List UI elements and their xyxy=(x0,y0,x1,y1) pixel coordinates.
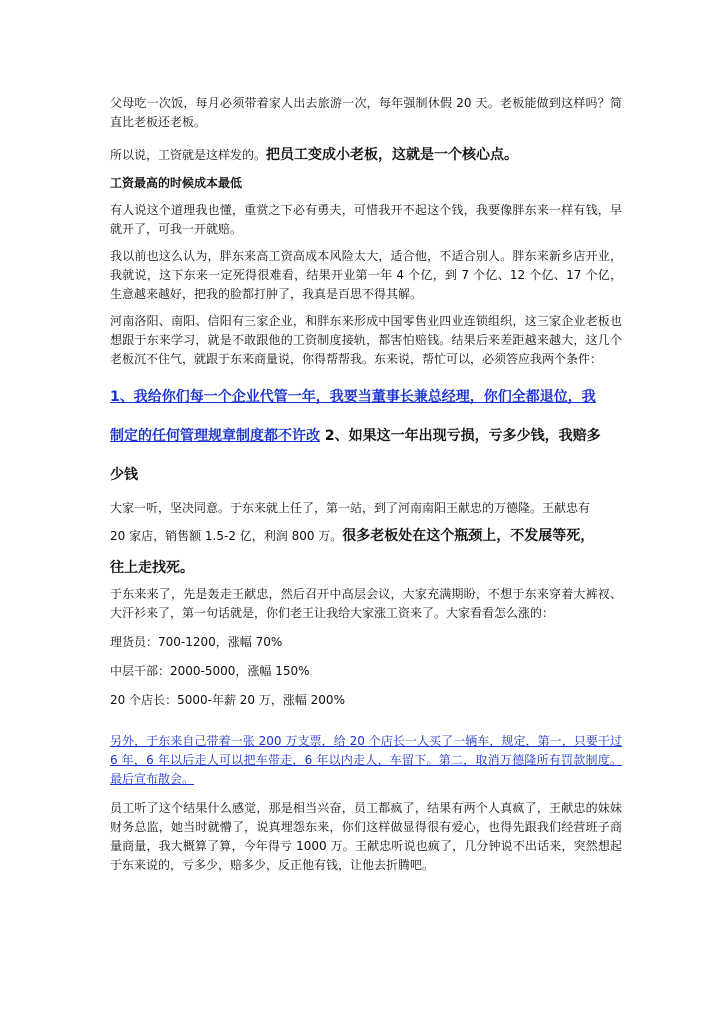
paragraph-2-text: 所以说，工资就是这样发的。 xyxy=(110,148,267,162)
paragraph-9: 员工听了这个结果什么感觉，那是相当兴奋，员工都疯了，结果有两个人真疯了，王献忠的妹妹财务总监，她当时就懵了，说真埋怨东来，你们这样做显得很有爱心，也得先跟我们经营班子商量商量，我大概算了算，今年得亏 1000 万。王献忠听说也疯了，几分钟说不出话来，突然想起于东来说的，亏多少，赔多少，反正他有钱，让他去折腾吧。 xyxy=(110,801,622,872)
paragraph-4: 我以前也这么认为，胖东来高工资高成本风险太大，适合他，不适合别人。胖东来新乡店开业，我就说，这下东来一定死得很难看，结果开业第一年 4 个亿，到 7 个亿、12 个亿、17 个亿，生意越来越好，把我的脸都打肿了，我真是百思不得其解。 xyxy=(110,249,622,301)
condition-line-2 xyxy=(110,417,622,456)
paragraph-2 xyxy=(110,144,622,166)
paragraph-6 xyxy=(110,495,622,585)
paragraph-2-emphasis: 把员工变成小老板，这就是一个核心点。 xyxy=(266,147,519,163)
raise-list xyxy=(110,633,622,710)
paragraph-8[interactable] xyxy=(110,732,622,789)
paragraph-3: 有人说这个道理我也懂，重赏之下必有勇夫，可惜我开不起这个钱，我要像胖东来一样有钱，早就开了，可我一开就赔。 xyxy=(110,203,622,236)
condition-1-link[interactable]: 1、我给你们每一个企业代管一年，我要当董事长兼总经理，你们全都退位，我 xyxy=(110,389,596,405)
condition-line-1[interactable] xyxy=(110,378,622,417)
condition-2-text: 2、如果这一年出现亏损，亏多少钱，我赔多 xyxy=(320,428,601,444)
list-item: 中层干部：2000-5000，涨幅 150% xyxy=(110,664,310,678)
section-heading: 工资最高的时候成本最低 xyxy=(110,176,243,190)
conditions-block xyxy=(110,378,622,495)
condition-1-link-cont[interactable]: 制定的任何管理规章制度都不许改 xyxy=(110,428,320,444)
paragraph-6-text: 20 家店，销售额 1.5-2 亿，利润 800 万。 xyxy=(110,529,343,543)
paragraph-6-line-1: 大家一听，坚决同意。于东来就上任了，第一站，到了河南南阳王献忠的万德隆。王献忠有 xyxy=(110,501,591,515)
paragraph-6-emphasis: 很多老板处在这个瓶颈上，不发展等死， xyxy=(342,528,595,544)
paragraph-6-emphasis-2: 往上走找死。 xyxy=(110,560,194,576)
paragraph-6-line-3 xyxy=(110,551,622,585)
list-item: 20 个店长：5000-年薪 20 万，涨幅 200% xyxy=(110,693,345,707)
list-item: 理货员：700-1200，涨幅 70% xyxy=(110,635,283,649)
paragraph-6-line-2 xyxy=(110,521,622,551)
paragraph-1: 父母吃一次饭，每月必须带着家人出去旅游一次，每年强制休假 20 天。老板能做到这样吗？简直比老板还老板。 xyxy=(110,96,622,129)
paragraph-8-link[interactable]: 另外，于东来自己带着一张 200 万支票，给 20 个店长一人买了一辆车，规定，第一，只要干过 6 年，6 年以后走人可以把车带走，6 年以内走人，车留下。第二，取消万德隆所有罚款制度。最后宣布散会。 xyxy=(110,734,622,786)
paragraph-7: 于东来来了，先是轰走王献忠，然后召开中高层会议，大家充满期盼，不想于东来穿着大裤衩、大汗衫来了，第一句话就是，你们老王让我给大家涨工资来了。大家看看怎么涨的： xyxy=(110,587,622,620)
condition-line-3: 少钱 xyxy=(110,467,138,483)
document-page xyxy=(110,94,622,875)
paragraph-5: 河南洛阳、南阳、信阳有三家企业，和胖东来形成中国零售业四业连锁组织，这三家企业老板也想跟于东来学习，就是不敢跟他的工资制度接轨，都害怕赔钱。结果后来差距越来越大，这几个老板沉不住气，就跟于东来商量说，你得帮帮我。东来说，帮忙可以，必须答应我两个条件： xyxy=(110,314,622,366)
